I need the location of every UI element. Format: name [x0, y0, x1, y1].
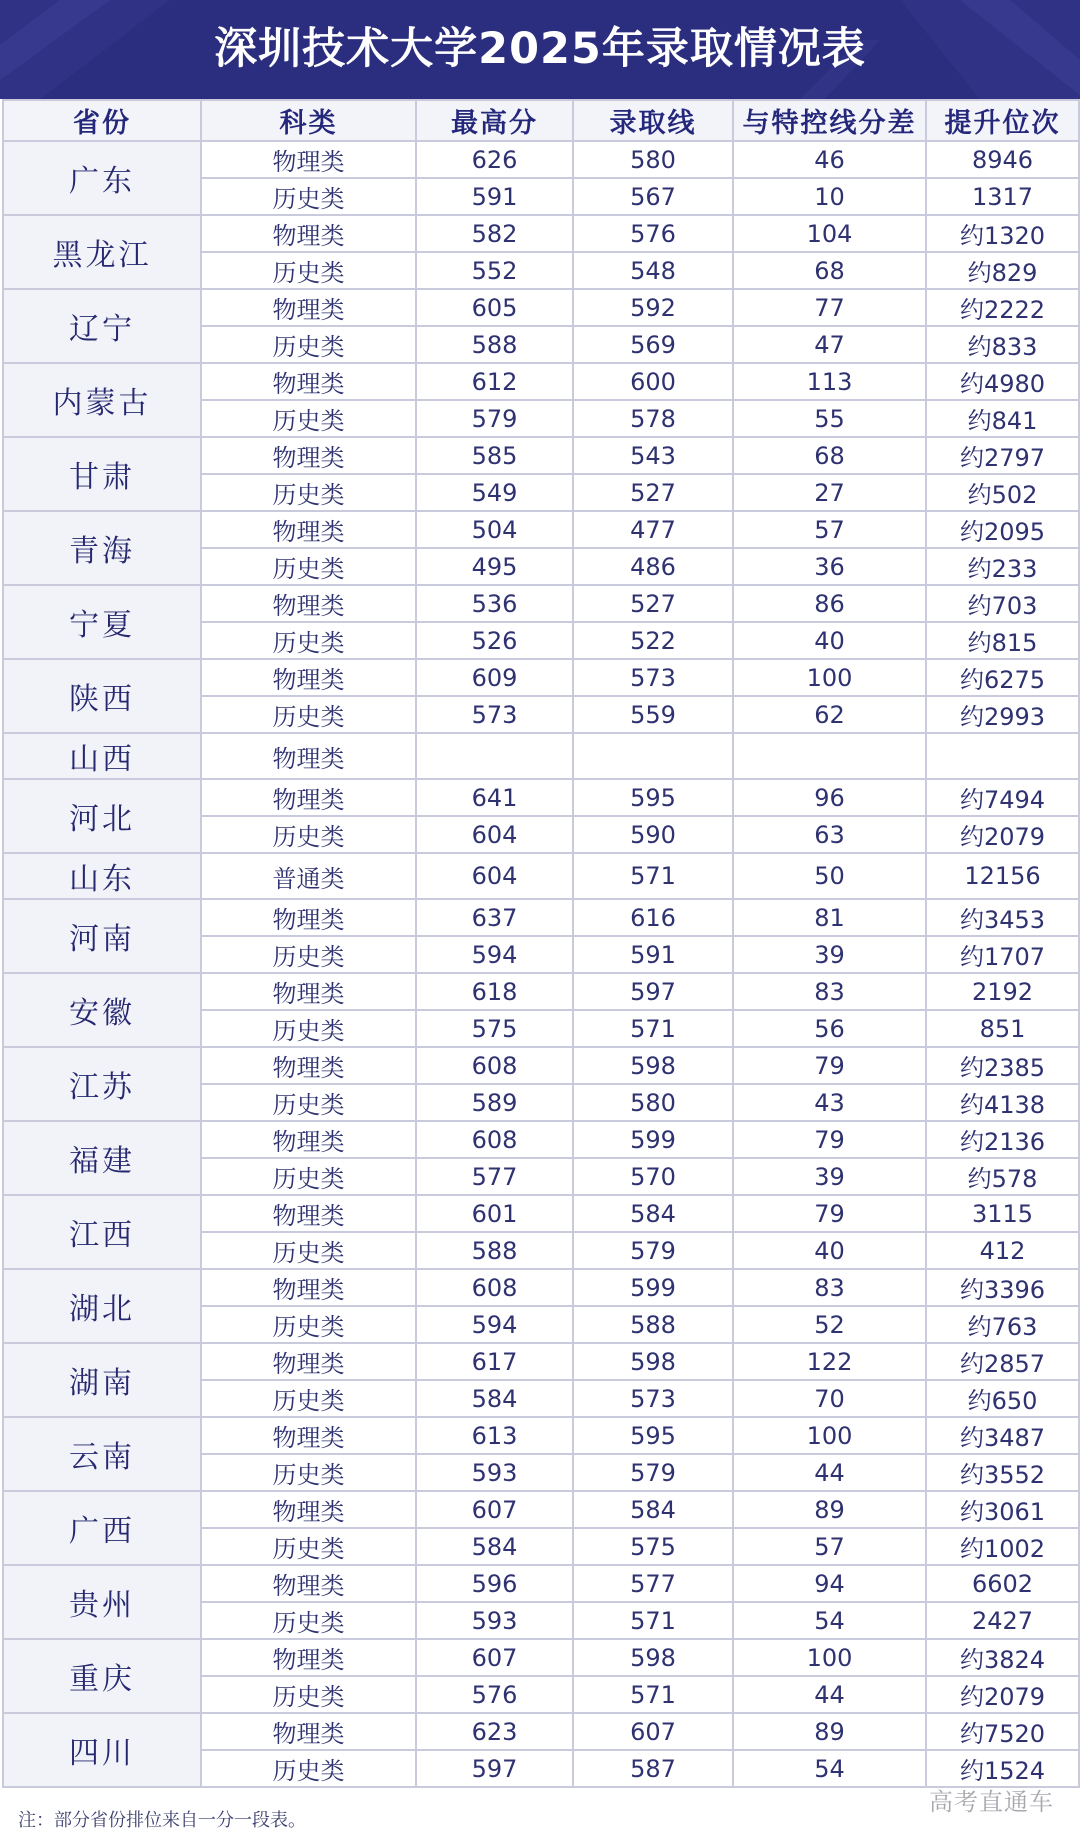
footnote: 注：部分省份排位来自一分一段表。	[18, 1810, 306, 1831]
max-score-cell: 593	[416, 1454, 573, 1491]
admission-line-cell: 477	[573, 511, 733, 548]
diff-cell: 54	[733, 1602, 926, 1639]
max-score-cell: 605	[416, 289, 573, 326]
province-cell: 江苏	[3, 1047, 201, 1121]
diff-cell: 81	[733, 899, 926, 936]
table-row	[3, 973, 1079, 1010]
category-cell: 历史类	[201, 622, 416, 659]
table-row	[3, 585, 1079, 622]
table-row	[3, 899, 1079, 936]
admission-line-cell: 578	[573, 400, 733, 437]
max-score-cell: 612	[416, 363, 573, 400]
diff-cell: 55	[733, 400, 926, 437]
rank-gain-cell: 约7494	[926, 779, 1079, 816]
rank-gain-cell: 6602	[926, 1565, 1079, 1602]
max-score-cell: 601	[416, 1195, 573, 1232]
category-cell: 历史类	[201, 1084, 416, 1121]
rank-gain-cell: 约2136	[926, 1121, 1079, 1158]
diff-cell: 43	[733, 1084, 926, 1121]
rank-gain-cell: 约3552	[926, 1454, 1079, 1491]
max-score-cell: 588	[416, 1232, 573, 1269]
diff-cell: 46	[733, 141, 926, 178]
category-cell: 历史类	[201, 1306, 416, 1343]
table-row	[3, 1047, 1079, 1084]
category-cell: 历史类	[201, 1528, 416, 1565]
province-cell: 安徽	[3, 973, 201, 1047]
watermark: 高考直通车	[929, 1788, 1054, 1816]
admission-line-cell: 543	[573, 437, 733, 474]
rank-gain-cell: 约2993	[926, 696, 1079, 733]
diff-cell: 57	[733, 511, 926, 548]
max-score-cell: 582	[416, 215, 573, 252]
category-cell: 历史类	[201, 400, 416, 437]
province-cell: 云南	[3, 1417, 201, 1491]
category-cell: 历史类	[201, 1454, 416, 1491]
admission-line-cell: 571	[573, 1010, 733, 1047]
max-score-cell: 495	[416, 548, 573, 585]
category-cell: 历史类	[201, 936, 416, 973]
max-score-cell: 617	[416, 1343, 573, 1380]
diff-cell: 68	[733, 252, 926, 289]
rank-gain-cell: 约1002	[926, 1528, 1079, 1565]
max-score-cell: 585	[416, 437, 573, 474]
page-title: 深圳技术大学2025年录取情况表	[214, 24, 866, 74]
max-score-cell: 579	[416, 400, 573, 437]
admission-line-cell: 571	[573, 1676, 733, 1713]
diff-cell: 89	[733, 1713, 926, 1750]
max-score-cell: 608	[416, 1269, 573, 1306]
table-row	[3, 659, 1079, 696]
category-cell: 物理类	[201, 1565, 416, 1602]
title-banner	[0, 0, 1080, 99]
max-score-cell: 588	[416, 326, 573, 363]
table-row	[3, 853, 1079, 899]
admission-line-cell: 559	[573, 696, 733, 733]
max-score-cell: 536	[416, 585, 573, 622]
diff-cell: 77	[733, 289, 926, 326]
category-cell: 物理类	[201, 289, 416, 326]
max-score-cell: 608	[416, 1121, 573, 1158]
province-cell: 宁夏	[3, 585, 201, 659]
table-row	[3, 1565, 1079, 1602]
rank-gain-cell: 约815	[926, 622, 1079, 659]
table-row	[3, 437, 1079, 474]
diff-cell: 70	[733, 1380, 926, 1417]
diff-cell: 57	[733, 1528, 926, 1565]
table-row	[3, 141, 1079, 178]
admission-line-cell: 580	[573, 1084, 733, 1121]
category-cell: 历史类	[201, 548, 416, 585]
rank-gain-cell: 约841	[926, 400, 1079, 437]
max-score-cell: 593	[416, 1602, 573, 1639]
header-diff: 与特控线分差	[733, 100, 926, 141]
max-score-cell: 576	[416, 1676, 573, 1713]
admission-line-cell: 592	[573, 289, 733, 326]
rank-gain-cell: 约7520	[926, 1713, 1079, 1750]
diff-cell: 100	[733, 659, 926, 696]
max-score-cell: 618	[416, 973, 573, 1010]
province-cell: 湖南	[3, 1343, 201, 1417]
admission-line-cell: 577	[573, 1565, 733, 1602]
max-score-cell: 577	[416, 1158, 573, 1195]
max-score-cell: 607	[416, 1639, 573, 1676]
category-cell: 物理类	[201, 215, 416, 252]
category-cell: 历史类	[201, 1010, 416, 1047]
rank-gain-cell: 约1707	[926, 936, 1079, 973]
header-province: 省份	[3, 100, 201, 141]
diff-cell: 40	[733, 1232, 926, 1269]
diff-cell: 113	[733, 363, 926, 400]
max-score-cell: 608	[416, 1047, 573, 1084]
admission-line-cell: 571	[573, 1602, 733, 1639]
admission-line-cell: 570	[573, 1158, 733, 1195]
admission-line-cell: 599	[573, 1269, 733, 1306]
diff-cell: 79	[733, 1047, 926, 1084]
admission-line-cell: 587	[573, 1750, 733, 1787]
category-cell: 普通类	[201, 853, 416, 899]
province-cell: 陕西	[3, 659, 201, 733]
max-score-cell: 604	[416, 816, 573, 853]
category-cell: 物理类	[201, 1121, 416, 1158]
admission-table	[2, 99, 1080, 1788]
province-cell: 广东	[3, 141, 201, 215]
category-cell: 物理类	[201, 363, 416, 400]
category-cell: 物理类	[201, 141, 416, 178]
diff-cell: 68	[733, 437, 926, 474]
province-cell: 山西	[3, 733, 201, 779]
diff-cell: 79	[733, 1195, 926, 1232]
admission-line-cell: 595	[573, 779, 733, 816]
category-cell: 物理类	[201, 973, 416, 1010]
province-cell: 贵州	[3, 1565, 201, 1639]
diff-cell: 63	[733, 816, 926, 853]
province-cell: 内蒙古	[3, 363, 201, 437]
admission-line-cell: 588	[573, 1306, 733, 1343]
category-cell: 物理类	[201, 899, 416, 936]
admission-line-cell: 584	[573, 1491, 733, 1528]
province-cell: 甘肃	[3, 437, 201, 511]
max-score-cell: 504	[416, 511, 573, 548]
table-row	[3, 1713, 1079, 1750]
admission-line-cell: 580	[573, 141, 733, 178]
province-cell: 广西	[3, 1491, 201, 1565]
admission-line-cell: 573	[573, 659, 733, 696]
category-cell: 物理类	[201, 1491, 416, 1528]
header-admission-line: 录取线	[573, 100, 733, 141]
category-cell: 历史类	[201, 326, 416, 363]
category-cell: 物理类	[201, 1047, 416, 1084]
max-score-cell: 575	[416, 1010, 573, 1047]
province-cell: 重庆	[3, 1639, 201, 1713]
table-row	[3, 1639, 1079, 1676]
admission-line-cell: 527	[573, 585, 733, 622]
rank-gain-cell: 1317	[926, 178, 1079, 215]
diff-cell: 44	[733, 1676, 926, 1713]
admission-line-cell: 598	[573, 1047, 733, 1084]
max-score-cell: 584	[416, 1380, 573, 1417]
table-header-row	[3, 100, 1079, 141]
diff-cell: 96	[733, 779, 926, 816]
diff-cell: 56	[733, 1010, 926, 1047]
admission-line-cell: 567	[573, 178, 733, 215]
admission-line-cell: 522	[573, 622, 733, 659]
max-score-cell: 637	[416, 899, 573, 936]
admission-line-cell: 573	[573, 1380, 733, 1417]
category-cell: 物理类	[201, 585, 416, 622]
admission-line-cell	[573, 733, 733, 779]
rank-gain-cell: 约2385	[926, 1047, 1079, 1084]
province-cell: 河南	[3, 899, 201, 973]
max-score-cell: 607	[416, 1491, 573, 1528]
header-rank-gain: 提升位次	[926, 100, 1079, 141]
rank-gain-cell: 2427	[926, 1602, 1079, 1639]
table-row	[3, 1343, 1079, 1380]
diff-cell: 10	[733, 178, 926, 215]
category-cell: 历史类	[201, 1232, 416, 1269]
admission-line-cell: 591	[573, 936, 733, 973]
diff-cell: 83	[733, 1269, 926, 1306]
category-cell: 历史类	[201, 1602, 416, 1639]
table-row	[3, 1121, 1079, 1158]
max-score-cell: 594	[416, 1306, 573, 1343]
diff-cell: 86	[733, 585, 926, 622]
admission-line-cell: 579	[573, 1232, 733, 1269]
max-score-cell: 623	[416, 1713, 573, 1750]
category-cell: 物理类	[201, 733, 416, 779]
rank-gain-cell: 约578	[926, 1158, 1079, 1195]
admission-line-cell: 607	[573, 1713, 733, 1750]
category-cell: 物理类	[201, 779, 416, 816]
rank-gain-cell: 约3396	[926, 1269, 1079, 1306]
admission-line-cell: 595	[573, 1417, 733, 1454]
category-cell: 物理类	[201, 1269, 416, 1306]
rank-gain-cell: 约2079	[926, 1676, 1079, 1713]
max-score-cell: 641	[416, 779, 573, 816]
admission-line-cell: 597	[573, 973, 733, 1010]
province-cell: 四川	[3, 1713, 201, 1787]
admission-line-cell: 579	[573, 1454, 733, 1491]
category-cell: 物理类	[201, 437, 416, 474]
max-score-cell: 589	[416, 1084, 573, 1121]
rank-gain-cell: 约4138	[926, 1084, 1079, 1121]
table-row	[3, 1491, 1079, 1528]
rank-gain-cell: 12156	[926, 853, 1079, 899]
max-score-cell: 626	[416, 141, 573, 178]
table-row	[3, 289, 1079, 326]
admission-line-cell: 598	[573, 1639, 733, 1676]
max-score-cell: 552	[416, 252, 573, 289]
rank-gain-cell: 约2095	[926, 511, 1079, 548]
admission-line-cell: 571	[573, 853, 733, 899]
table-body	[3, 141, 1079, 1787]
table-row	[3, 215, 1079, 252]
province-cell: 辽宁	[3, 289, 201, 363]
diff-cell: 79	[733, 1121, 926, 1158]
admission-line-cell: 590	[573, 816, 733, 853]
diff-cell: 100	[733, 1417, 926, 1454]
rank-gain-cell: 约6275	[926, 659, 1079, 696]
rank-gain-cell: 约2222	[926, 289, 1079, 326]
rank-gain-cell: 约3061	[926, 1491, 1079, 1528]
category-cell: 物理类	[201, 1417, 416, 1454]
category-cell: 历史类	[201, 1158, 416, 1195]
diff-cell: 122	[733, 1343, 926, 1380]
rank-gain-cell: 约650	[926, 1380, 1079, 1417]
province-cell: 青海	[3, 511, 201, 585]
province-cell: 黑龙江	[3, 215, 201, 289]
rank-gain-cell: 约2857	[926, 1343, 1079, 1380]
table-row	[3, 733, 1079, 779]
rank-gain-cell: 3115	[926, 1195, 1079, 1232]
diff-cell: 39	[733, 936, 926, 973]
table-row	[3, 779, 1079, 816]
max-score-cell: 613	[416, 1417, 573, 1454]
admission-line-cell: 600	[573, 363, 733, 400]
category-cell: 历史类	[201, 1750, 416, 1787]
category-cell: 历史类	[201, 474, 416, 511]
admission-line-cell: 616	[573, 899, 733, 936]
diff-cell: 40	[733, 622, 926, 659]
diff-cell: 44	[733, 1454, 926, 1491]
header-max-score: 最高分	[416, 100, 573, 141]
rank-gain-cell: 约233	[926, 548, 1079, 585]
rank-gain-cell: 412	[926, 1232, 1079, 1269]
max-score-cell: 573	[416, 696, 573, 733]
diff-cell: 54	[733, 1750, 926, 1787]
diff-cell: 104	[733, 215, 926, 252]
diff-cell: 100	[733, 1639, 926, 1676]
category-cell: 历史类	[201, 696, 416, 733]
rank-gain-cell: 约703	[926, 585, 1079, 622]
rank-gain-cell: 约1524	[926, 1750, 1079, 1787]
category-cell: 物理类	[201, 659, 416, 696]
rank-gain-cell: 约1320	[926, 215, 1079, 252]
rank-gain-cell: 2192	[926, 973, 1079, 1010]
rank-gain-cell: 约2079	[926, 816, 1079, 853]
admission-line-cell: 576	[573, 215, 733, 252]
province-cell: 福建	[3, 1121, 201, 1195]
category-cell: 物理类	[201, 1639, 416, 1676]
category-cell: 物理类	[201, 1343, 416, 1380]
header-category: 科类	[201, 100, 416, 141]
admission-line-cell: 527	[573, 474, 733, 511]
category-cell: 历史类	[201, 178, 416, 215]
rank-gain-cell: 约3487	[926, 1417, 1079, 1454]
diff-cell: 36	[733, 548, 926, 585]
admission-line-cell: 575	[573, 1528, 733, 1565]
diff-cell: 52	[733, 1306, 926, 1343]
province-cell: 江西	[3, 1195, 201, 1269]
table-row	[3, 363, 1079, 400]
max-score-cell: 609	[416, 659, 573, 696]
category-cell: 历史类	[201, 1676, 416, 1713]
table-row	[3, 511, 1079, 548]
category-cell: 历史类	[201, 252, 416, 289]
admission-line-cell: 548	[573, 252, 733, 289]
diff-cell: 62	[733, 696, 926, 733]
admission-line-cell: 486	[573, 548, 733, 585]
province-cell: 湖北	[3, 1269, 201, 1343]
category-cell: 历史类	[201, 1380, 416, 1417]
table-row	[3, 1195, 1079, 1232]
diff-cell: 83	[733, 973, 926, 1010]
province-cell: 山东	[3, 853, 201, 899]
table-row	[3, 1269, 1079, 1306]
rank-gain-cell: 约502	[926, 474, 1079, 511]
province-cell: 河北	[3, 779, 201, 853]
rank-gain-cell: 约3453	[926, 899, 1079, 936]
max-score-cell: 549	[416, 474, 573, 511]
rank-gain-cell: 约833	[926, 326, 1079, 363]
category-cell: 历史类	[201, 816, 416, 853]
table-row	[3, 1417, 1079, 1454]
admission-line-cell: 599	[573, 1121, 733, 1158]
admission-line-cell: 569	[573, 326, 733, 363]
category-cell: 物理类	[201, 1713, 416, 1750]
max-score-cell: 597	[416, 1750, 573, 1787]
max-score-cell: 604	[416, 853, 573, 899]
diff-cell: 94	[733, 1565, 926, 1602]
diff-cell	[733, 733, 926, 779]
admission-line-cell: 598	[573, 1343, 733, 1380]
rank-gain-cell: 约829	[926, 252, 1079, 289]
category-cell: 物理类	[201, 511, 416, 548]
max-score-cell: 594	[416, 936, 573, 973]
rank-gain-cell: 8946	[926, 141, 1079, 178]
max-score-cell: 591	[416, 178, 573, 215]
rank-gain-cell	[926, 733, 1079, 779]
max-score-cell	[416, 733, 573, 779]
rank-gain-cell: 851	[926, 1010, 1079, 1047]
rank-gain-cell: 约2797	[926, 437, 1079, 474]
diff-cell: 39	[733, 1158, 926, 1195]
max-score-cell: 596	[416, 1565, 573, 1602]
max-score-cell: 584	[416, 1528, 573, 1565]
diff-cell: 27	[733, 474, 926, 511]
rank-gain-cell: 约3824	[926, 1639, 1079, 1676]
rank-gain-cell: 约4980	[926, 363, 1079, 400]
admission-line-cell: 584	[573, 1195, 733, 1232]
category-cell: 物理类	[201, 1195, 416, 1232]
rank-gain-cell: 约763	[926, 1306, 1079, 1343]
diff-cell: 47	[733, 326, 926, 363]
max-score-cell: 526	[416, 622, 573, 659]
diff-cell: 89	[733, 1491, 926, 1528]
diff-cell: 50	[733, 853, 926, 899]
